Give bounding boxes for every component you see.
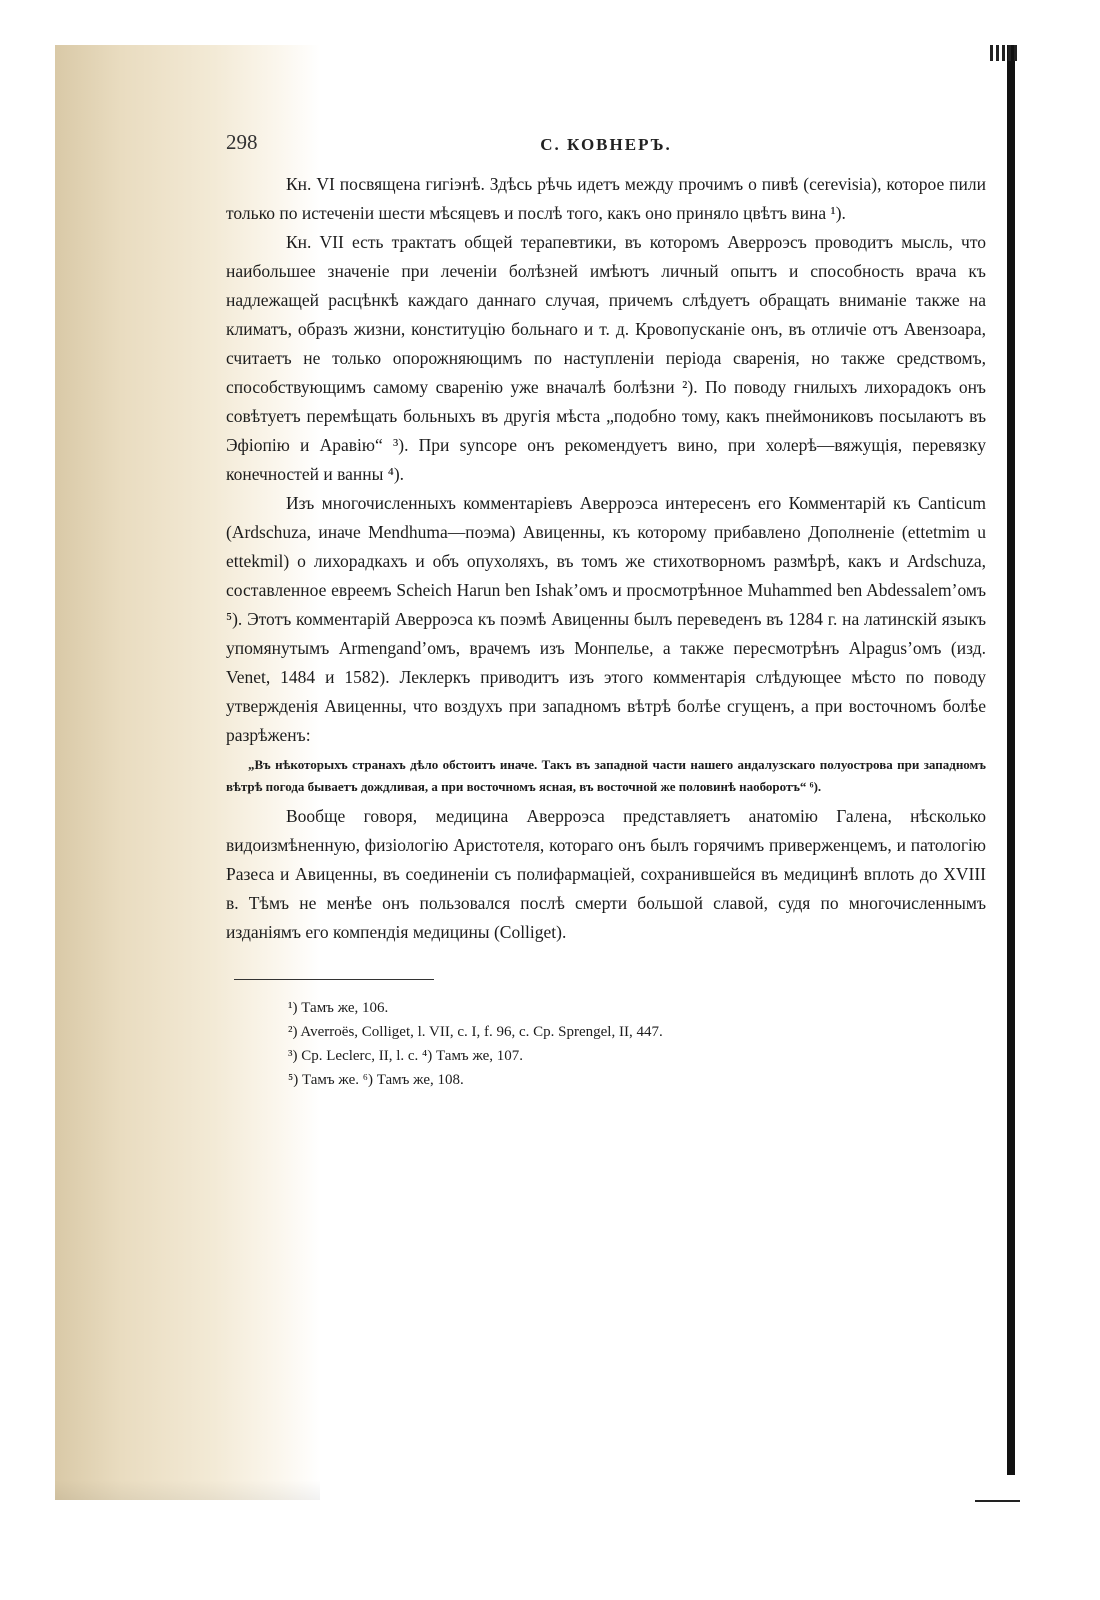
footnote-3-4: ³) Cp. Leclerc, II, l. c. ⁴) Тамъ же, 107.	[288, 1048, 524, 1064]
scan-shadow-bottom	[55, 1480, 320, 1500]
paragraph-book-vii: Кн. VII есть трактатъ общей терапевтики, въ которомъ Аверроэсъ проводитъ мысль, что наибольшее значеніе при леченіи болѣзней имѣютъ личный опытъ и способность врача къ надлежащей расцѣнкѣ каждаго даннаго случая, причемъ слѣдуетъ обращать вниманіе также на климатъ, образъ жизни, конституцію больнаго и т. д. Кровопусканіе онъ, въ отличіе отъ Авензоара, считаетъ не только опорожняющимъ по наступленіи періода сваренія, но также средствомъ, способствующимъ самому сваренію уже вначалѣ болѣзни ²). По поводу гнилыхъ лихорадокъ онъ совѣтуетъ перемѣщать больныхъ въ другія мѣста „подобно тому, какъ пнеймониковъ посылаютъ въ Эфіопію и Аравію“ ³). При syncope онъ рекомендуетъ вино, при холерѣ—вяжущія, перевязку конечностей и ванны ⁴).	[226, 232, 986, 484]
document-page	[226, 120, 986, 1092]
page-header	[226, 120, 986, 158]
footnote-1: ¹) Тамъ же, 106.	[288, 1000, 389, 1016]
block-quote: „Въ нѣкоторыхъ странахъ дѣло обстоитъ иначе. Такъ въ западной части нашего андалузскаго полуострова при западномъ вѣтрѣ погода бываетъ дождливая, а при восточномъ ясная, въ восточной же половинѣ наоборотъ“ ⁶).	[226, 757, 986, 794]
scan-edge-right	[1007, 45, 1015, 1475]
scan-edge-marks	[990, 45, 1020, 61]
footnote-5-6: ⁵) Тамъ же. ⁶) Тамъ же, 108.	[288, 1072, 464, 1088]
paragraph-commentaries: Изъ многочисленныхъ комментаріевъ Аверроэса интересенъ его Комментарій къ Canticum (Ardschuza, иначе Mendhuma—поэма) Авиценны, къ которому прибавлено Дополненіе (ettetmim u ettekmil) о лихорадкахъ и объ опухоляхъ, въ томъ же стихотворномъ размѣрѣ, какъ и Ardschuza, составленное евреемъ Scheich Harun ben Ishak’омъ и просмотрѣнное Muhammed ben Abdessalem’омъ ⁵). Этотъ комментарій Аверроэса къ поэмѣ Авиценны былъ переведенъ въ 1284 г. на латинскій языкъ упомянутымъ Armengand’омъ, врачемъ изъ Монпелье, а также пересмотрѣнъ Alpagus’омъ (изд. Venet, 1484 и 1582). Леклеркъ приводитъ изъ этого комментарія слѣдующее мѣсто по поводу утвержденія Авиценны, что воздухъ при западномъ вѣтрѣ болѣе сгущенъ, а при восточномъ болѣе разрѣженъ:	[226, 493, 986, 745]
footnotes	[226, 996, 986, 1092]
footnote-2: ²) Averroës, Colliget, l. VII, c. I, f. 96, c. Cp. Sprengel, II, 447.	[288, 1024, 663, 1040]
footnote-divider	[234, 979, 434, 980]
scan-corner-rule	[975, 1500, 1020, 1502]
running-head: С. КОВНЕРЪ.	[540, 135, 672, 154]
paragraph-conclusion: Вообще говоря, медицина Аверроэса представляетъ анатомію Галена, нѣсколько видоизмѣненную, физіологію Аристотеля, котораго онъ былъ горячимъ приверженцемъ, и патологію Разеса и Авиценны, въ соединеніи съ полифармаціей, сохранившейся въ медицинѣ вплоть до XVIII в. Тѣмъ не менѣе онъ пользовался послѣ смерти большой славой, судя по многочисленнымъ изданіямъ его компендія медицины (Colliget).	[226, 806, 986, 942]
paragraph-book-vi: Кн. VI посвящена гигіэнѣ. Здѣсь рѣчь идетъ между прочимъ о пивѣ (cerevisia), которое пили только по истеченіи шести мѣсяцевъ и послѣ того, какъ оно приняло цвѣтъ вина ¹).	[226, 174, 986, 223]
page-number: 298	[226, 130, 258, 154]
